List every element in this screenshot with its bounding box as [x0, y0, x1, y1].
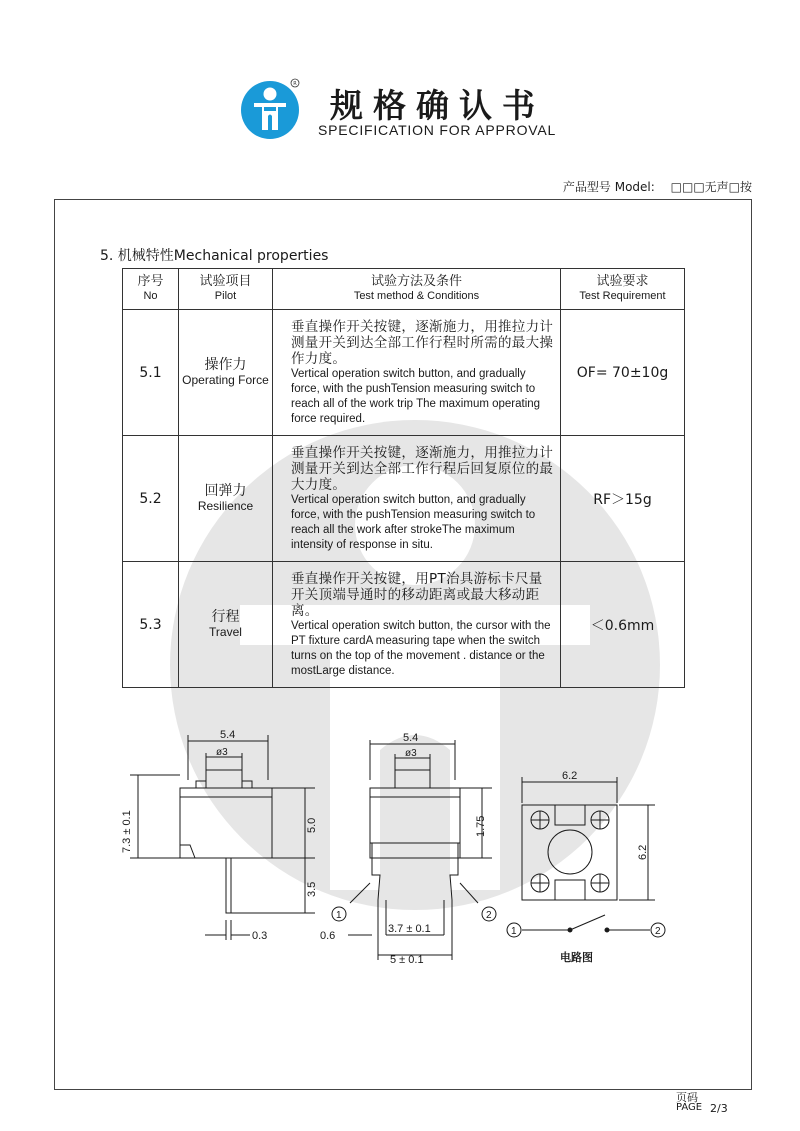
document-title-cn: 规格确认书: [330, 86, 545, 125]
row-no: 5.1: [123, 310, 179, 436]
row-item: 回弹力 Resilience: [179, 436, 273, 562]
page-label: 页码 PAGE: [676, 1091, 703, 1113]
dim-width-side: 5.4: [220, 729, 236, 741]
technical-drawing: [100, 725, 720, 975]
row-item: 操作力 Operating Force: [179, 310, 273, 436]
dim-pitch-a: 3.7 ± 0.1: [388, 923, 431, 935]
dim-pin-thk: 0.3: [252, 930, 268, 942]
dim-stroke: 1.75: [475, 815, 487, 837]
dim-height: 7.3 ± 0.1: [121, 810, 133, 853]
dim-dia-side: ø3: [216, 747, 228, 758]
header-no: 序号 No: [123, 269, 179, 310]
row-method: 垂直操作开关按键，逐渐施力，用推拉力计测量开关到达全部工作行程时所需的最大操作力度。 Vertical operation switch button, and gradually force, with the pushTension measuring switch to reach all of the work trip The maximum operating force required.: [273, 310, 561, 436]
row-no: 5.3: [123, 562, 179, 688]
circuit-pin-2-label: 2: [655, 926, 661, 937]
header-requirement: 试验要求 Test Requirement: [561, 269, 685, 310]
table-header-row: [123, 269, 685, 310]
dim-pitch-b: 5 ± 0.1: [390, 954, 424, 966]
row-method: 垂直操作开关按键，用PT治具游标卡尺量开关顶端导通时的移动距离或最大移动距离。 Vertical operation switch button, the cursor with the PT fixture cardA measuring tape when the switch turns on the top of the movement . distance or the mostLarge distance.: [273, 562, 561, 688]
dim-top-height: 6.2: [637, 844, 649, 860]
dim-width-front: 5.4: [403, 732, 419, 744]
top-view-drawing: [522, 777, 655, 900]
row-method: 垂直操作开关按键，逐渐施力，用推拉力计测量开关到达全部工作行程后回复原位的最大力度。 Vertical operation switch button, and gradually force, with the pushTension measuring switch to reach all the work after strokeThe maximum intensity of response in situ.: [273, 436, 561, 562]
row-item: 行程 Travel: [179, 562, 273, 688]
pin-2-label: 2: [486, 910, 492, 921]
dim-pin: 3.5: [306, 881, 318, 897]
dim-body: 5.0: [306, 817, 318, 833]
circuit-label: 电路图: [560, 951, 593, 964]
dim-dia-front: ø3: [405, 748, 417, 759]
model-label: 产品型号 Model:: [562, 180, 655, 194]
page-number: 2/3: [710, 1102, 728, 1115]
mechanical-properties-table: [122, 268, 685, 688]
table-row: [123, 562, 685, 688]
row-requirement: ＜0.6mm: [561, 562, 685, 688]
document-title-en: SPECIFICATION FOR APPROVAL: [318, 122, 557, 138]
dim-lead: 0.6: [320, 930, 336, 942]
table-row: [123, 310, 685, 436]
row-no: 5.2: [123, 436, 179, 562]
section-title: 5. 机械特性Mechanical properties: [100, 248, 329, 264]
header-item: 试验项目 Pilot: [179, 269, 273, 310]
company-logo: [240, 78, 302, 140]
circuit-pin-1-label: 1: [511, 926, 517, 937]
pin-1-label: 1: [336, 910, 342, 921]
row-requirement: OF= 70±10g: [561, 310, 685, 436]
side-view-drawing: [130, 735, 315, 940]
circuit-diagram: [522, 915, 650, 932]
dim-top-width: 6.2: [562, 770, 578, 782]
table-row: [123, 436, 685, 562]
model-line: [563, 178, 752, 195]
row-requirement: RF＞15g: [561, 436, 685, 562]
svg-text:R: R: [293, 81, 297, 87]
model-value: □□□无声□按: [670, 180, 752, 194]
header-method: 试验方法及条件 Test method & Conditions: [273, 269, 561, 310]
